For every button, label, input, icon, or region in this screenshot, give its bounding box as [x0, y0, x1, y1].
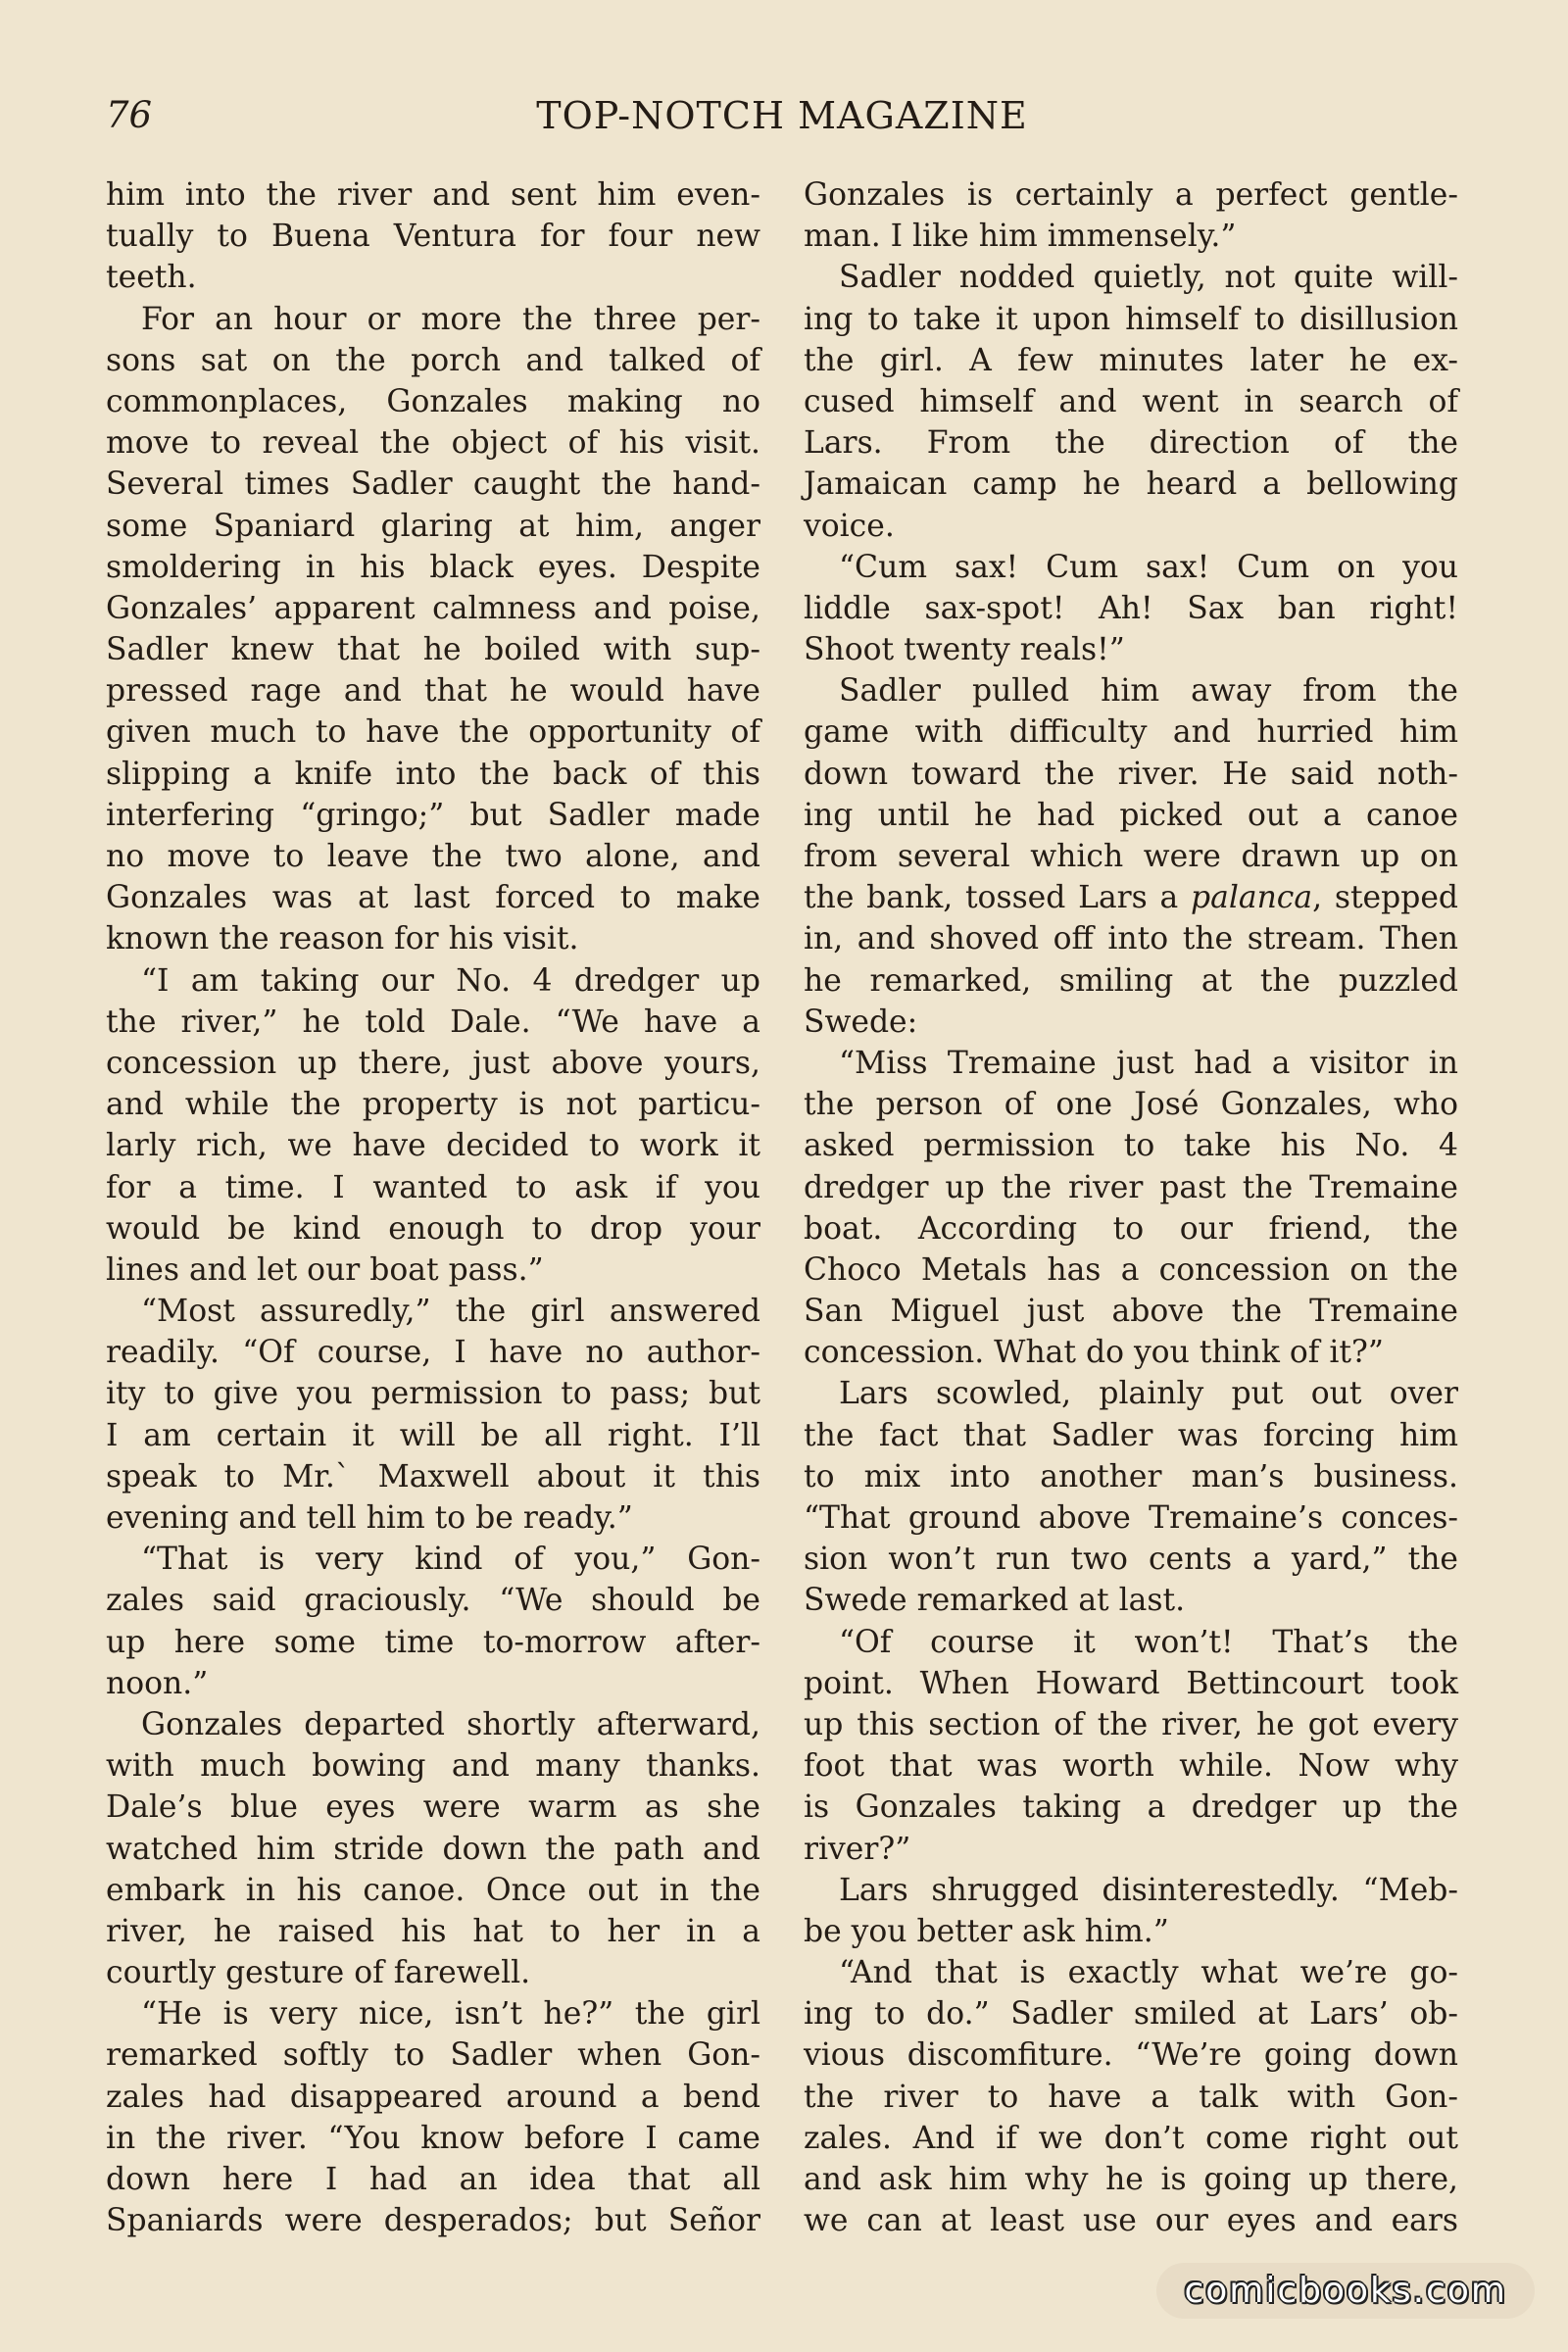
text-line: pressed rage and that he would have: [106, 673, 760, 710]
text-line: “That ground above Tremaine’s conces-: [804, 1500, 1458, 1536]
text-line: liddle sax-spot! Ah! Sax ban right!: [804, 590, 1458, 626]
text-line: up this section of the river, he got every: [804, 1706, 1458, 1742]
text-line: game with difficulty and hurried him: [804, 714, 1458, 751]
text-line: Gonzales departed shortly afterward,: [141, 1706, 760, 1742]
text-line: Choco Metals has a concession on the: [804, 1251, 1458, 1288]
text-line: be you better ask him.”: [804, 1913, 1169, 1949]
text-line: commonplaces, Gonzales making no: [106, 383, 760, 419]
text-line: no move to leave the two alone, and: [106, 839, 760, 874]
text-line: readily. “Of course, I have no author-: [106, 1335, 760, 1371]
text-line: For an hour or more the three per-: [141, 301, 760, 337]
text-line: “He is very nice, isn’t he?” the girl: [141, 1996, 760, 2033]
text-line: noon.”: [106, 1665, 209, 1701]
text-line: ing to do.” Sadler smiled at Lars’ ob-: [804, 1996, 1458, 2033]
text-line: Sadler nodded quietly, not quite will-: [839, 260, 1458, 296]
text-line: man. I like him immensely.”: [804, 219, 1237, 255]
text-line: river?”: [804, 1831, 911, 1867]
text-line: the river,” he told Dale. “We have a: [106, 1004, 760, 1040]
text-line: Swede:: [804, 1004, 918, 1040]
text-line: Spaniards were desperados; but Señor: [106, 2203, 760, 2239]
text-line: up here some time to-morrow after-: [106, 1624, 760, 1660]
text-line: point. When Howard Bettincourt took: [804, 1665, 1458, 1701]
text-line: him into the river and sent him even-: [106, 177, 760, 213]
text-line: in, and shoved off into the stream. Then: [804, 921, 1458, 957]
text-line: ity to give you permission to pass; but: [106, 1376, 760, 1412]
text-line: speak to Mr.` Maxwell about it this: [106, 1458, 760, 1494]
text-line: the girl. A few minutes later he ex-: [804, 342, 1458, 378]
text-line: with much bowing and many thanks.: [106, 1748, 760, 1785]
text-line: and ask him why he is going up there,: [804, 2162, 1458, 2197]
text-line: remarked softly to Sadler when Gon-: [106, 2037, 760, 2074]
text-line: Swede remarked at last.: [804, 1583, 1186, 1619]
text-line: tually to Buena Ventura for four new: [106, 219, 760, 255]
text-line: the fact that Sadler was forcing him: [804, 1417, 1458, 1453]
text-line: for a time. I wanted to ask if you: [106, 1169, 760, 1205]
text-line: Gonzales was at last forced to make: [106, 880, 760, 916]
right-text-column: [804, 174, 1458, 2241]
text-line: concession. What do you think of it?”: [804, 1335, 1384, 1371]
text-line: Sadler pulled him away from the: [839, 673, 1458, 710]
text-line: is Gonzales taking a dredger up the: [804, 1789, 1458, 1826]
text-line: Gonzales’ apparent calmness and poise,: [106, 590, 760, 626]
text-line: ing to take it upon himself to disillusion: [804, 301, 1458, 337]
text-line: slipping a knife into the back of this: [106, 756, 760, 792]
text-line: sion won’t run two cents a yard,” the: [804, 1542, 1458, 1578]
text-line: the river to have a talk with Gon-: [804, 2079, 1458, 2115]
text-line: down toward the river. He said noth-: [804, 756, 1458, 792]
page-number: 76: [106, 94, 153, 136]
text-line: Several times Sadler caught the hand-: [106, 466, 760, 503]
text-line: would be kind enough to drop your: [106, 1210, 760, 1247]
text-line: San Miguel just above the Tremaine: [804, 1294, 1458, 1330]
text-line: I am certain it will be all right. I’ll: [106, 1417, 760, 1453]
text-line: Sadler knew that he boiled with sup-: [106, 632, 760, 668]
text-line: vious discomfiture. “We’re going down: [804, 2037, 1458, 2074]
text-line: Jamaican camp he heard a bellowing: [804, 466, 1458, 503]
text-line: ing until he had picked out a canoe: [804, 797, 1458, 833]
text-line: zales said graciously. “We should be: [106, 1583, 760, 1619]
text-line: known the reason for his visit.: [106, 921, 579, 957]
text-line: the bank, tossed Lars a palanca, stepped: [804, 880, 1458, 916]
text-line: smoldering in his black eyes. Despite: [106, 549, 760, 585]
text-line: and while the property is not particu-: [106, 1087, 760, 1123]
text-line: Gonzales is certainly a perfect gentle-: [804, 177, 1458, 213]
text-line: “Of course it won’t! That’s the: [839, 1624, 1458, 1660]
text-line: Dale’s blue eyes were warm as she: [106, 1789, 760, 1826]
text-line: voice.: [804, 508, 895, 544]
text-line: lines and let our boat pass.”: [106, 1251, 544, 1288]
watermark: comicbooks.com: [1156, 2263, 1535, 2319]
text-line: to mix into another man’s business.: [804, 1458, 1458, 1494]
text-line: the person of one José Gonzales, who: [804, 1087, 1458, 1123]
text-line: foot that was worth while. Now why: [804, 1748, 1458, 1785]
text-line: Lars scowled, plainly put out over: [839, 1376, 1458, 1412]
text-line: he remarked, smiling at the puzzled: [804, 962, 1458, 999]
text-line: “Cum sax! Cum sax! Cum on you: [839, 549, 1458, 585]
text-line: evening and tell him to be ready.”: [106, 1500, 633, 1536]
text-line: Lars. From the direction of the: [804, 425, 1458, 462]
text-line: dredger up the river past the Tremaine: [804, 1169, 1458, 1205]
text-line: embark in his canoe. Once out in the: [106, 1872, 760, 1908]
text-line: given much to have the opportunity of: [106, 714, 760, 751]
text-line: teeth.: [106, 260, 197, 296]
text-line: “Miss Tremaine just had a visitor in: [839, 1045, 1458, 1081]
text-line: cused himself and went in search of: [804, 383, 1458, 419]
text-line: “I am taking our No. 4 dredger up: [141, 962, 760, 999]
left-text-column: [106, 174, 760, 2241]
text-line: larly rich, we have decided to work it: [106, 1128, 760, 1164]
text-line: concession up there, just above yours,: [106, 1045, 760, 1081]
text-line: interfering “gringo;” but Sadler made: [106, 797, 760, 833]
text-line: river, he raised his hat to her in a: [106, 1913, 760, 1949]
text-line: watched him stride down the path and: [106, 1831, 760, 1867]
text-line: zales had disappeared around a bend: [106, 2079, 760, 2115]
text-line: Shoot twenty reals!”: [804, 632, 1125, 668]
page-header: [106, 94, 1458, 153]
text-line: we can at least use our eyes and ears: [804, 2203, 1458, 2239]
text-line: zales. And if we don’t come right out: [804, 2120, 1458, 2156]
text-line: down here I had an idea that all: [106, 2162, 760, 2197]
text-line: Lars shrugged disinterestedly. “Meb-: [839, 1872, 1458, 1908]
text-line: asked permission to take his No. 4: [804, 1128, 1458, 1164]
text-line: move to reveal the object of his visit.: [106, 425, 760, 462]
text-line: boat. According to our friend, the: [804, 1210, 1458, 1247]
text-line: some Spaniard glaring at him, anger: [106, 508, 760, 544]
running-title: TOP-NOTCH MAGAZINE: [536, 94, 1028, 137]
text-line: from several which were drawn up on: [804, 839, 1458, 874]
text-line: “Most assuredly,” the girl answered: [141, 1294, 760, 1330]
text-line: sons sat on the porch and talked of: [106, 342, 760, 378]
text-line: “And that is exactly what we’re go-: [839, 1955, 1458, 1991]
text-line: in the river. “You know before I came: [106, 2120, 760, 2156]
text-line: “That is very kind of you,” Gon-: [141, 1542, 760, 1578]
text-line: courtly gesture of farewell.: [106, 1955, 531, 1991]
